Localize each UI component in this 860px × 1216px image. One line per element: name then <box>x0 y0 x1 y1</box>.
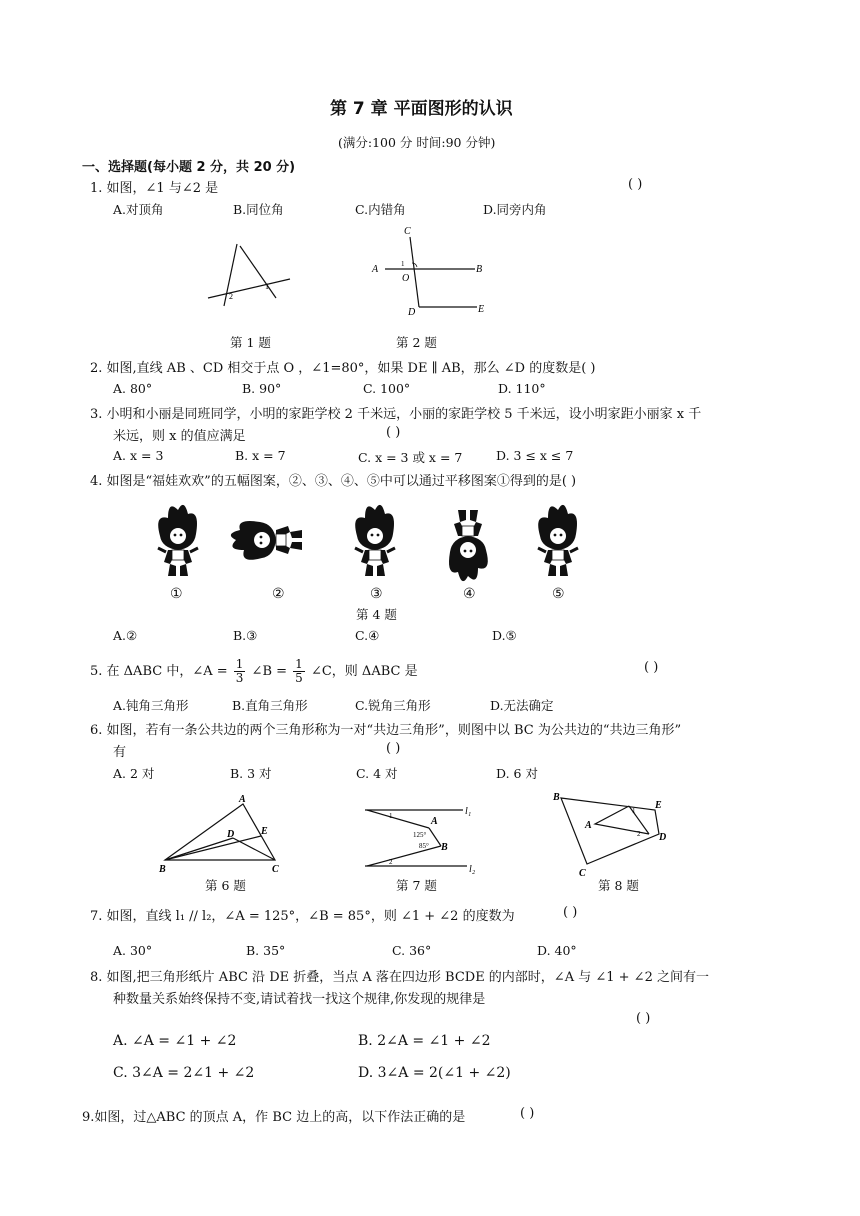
fig2-label: A <box>372 264 379 275</box>
fig8-label: 1 <box>632 807 636 815</box>
fuwa-figure-5 <box>538 505 578 576</box>
fig2-label: 1 <box>401 260 405 268</box>
question-8-line1: 8. 如图,把三角形纸片 ABC 沿 DE 折叠，当点 A 落在四边形 BCDE 的内部时，∠A 与 ∠1 + ∠2 之间有一 <box>90 970 709 985</box>
q7-option-d[interactable]: D. 40° <box>537 943 577 958</box>
exam-info: (满分:100 分 时间:90 分钟) <box>338 135 496 150</box>
fig7-label: 2 <box>389 858 393 866</box>
q5-option-b[interactable]: B.直角三角形 <box>232 698 308 713</box>
q6-option-a[interactable]: A. 2 对 <box>113 766 155 781</box>
fig6-label: D <box>227 829 235 840</box>
fig2-label: C <box>404 226 411 237</box>
fuwa-figures <box>150 496 590 592</box>
fig6-label: B <box>159 864 166 874</box>
q5-option-d[interactable]: D.无法确定 <box>490 698 554 713</box>
answer-paren-7[interactable]: ( ) <box>563 905 578 920</box>
figure-8 <box>545 786 675 878</box>
fig6-label: A <box>239 794 246 805</box>
fig7-label: l₁ <box>465 806 472 817</box>
q8-option-b[interactable]: B. 2∠A = ∠1 + ∠2 <box>358 1033 491 1049</box>
question-9: 9.如图，过△ABC 的顶点 A，作 BC 边上的高，以下作法正确的是 <box>82 1110 466 1125</box>
fig2-label: D <box>408 307 416 318</box>
answer-paren-6[interactable]: ( ) <box>386 741 401 756</box>
q2-option-b[interactable]: B. 90° <box>242 381 282 396</box>
q1-option-d[interactable]: D.同旁内角 <box>483 202 547 217</box>
fraction-numerator: 1 <box>295 657 303 671</box>
section-heading: 一、选择题(每小题 2 分，共 20 分) <box>82 160 296 175</box>
fuwa-label: ⑤ <box>552 586 565 602</box>
question-4: 4. 如图是“福娃欢欢”的五幅图案，②、③、④、⑤中可以通过平移图案①得到的是( ) <box>90 474 577 489</box>
q3-option-b[interactable]: B. x = 7 <box>235 448 286 463</box>
q1-option-c[interactable]: C.内错角 <box>355 202 406 217</box>
fig2-label: E <box>478 304 485 315</box>
fig8-label: D <box>659 832 667 843</box>
fig2-label: B <box>476 264 483 275</box>
question-3-line2: 米远，则 x 的值应满足 <box>113 429 246 444</box>
fig7-label: 85° <box>419 842 429 850</box>
fuwa-figure-4 <box>449 510 488 581</box>
fraction-denominator: 3 <box>235 671 244 685</box>
question-6-line1: 6. 如图，若有一条公共边的两个三角形称为一对“共边三角形”，则图中以 BC 为公共边的“共边三角形” <box>90 723 682 738</box>
question-7: 7. 如图，直线 l₁ // l₂，∠A = 125°，∠B = 85°，则 ∠1 + ∠2 的度数为 <box>90 909 515 924</box>
q2-option-d[interactable]: D. 110° <box>498 381 546 396</box>
fig2-label: O <box>402 273 410 284</box>
answer-paren-9[interactable]: ( ) <box>520 1106 535 1121</box>
fuwa-figure-1 <box>158 505 198 576</box>
figure-2 <box>365 222 495 322</box>
figure-2-caption: 第 2 题 <box>396 335 437 350</box>
fig7-label: l₂ <box>469 864 476 875</box>
fig7-label: 125° <box>413 831 427 839</box>
question-8-line2: 种数量关系始终保持不变,请试着找一找这个规律,你发现的规律是 <box>113 992 486 1007</box>
question-1: 1. 如图，∠1 与∠2 是 <box>90 181 219 196</box>
q4-option-b[interactable]: B.③ <box>233 628 258 643</box>
figure-6-caption: 第 6 题 <box>205 878 246 893</box>
question-6-line2: 有 <box>113 745 127 760</box>
answer-paren-1[interactable]: ( ) <box>628 177 643 192</box>
answer-paren-5[interactable]: ( ) <box>644 660 659 675</box>
q6-option-c[interactable]: C. 4 对 <box>356 766 398 781</box>
fuwa-figure-2 <box>231 521 302 560</box>
answer-paren-8[interactable]: ( ) <box>636 1011 651 1026</box>
q1-option-a[interactable]: A.对顶角 <box>113 202 164 217</box>
fig8-label: B <box>553 792 560 803</box>
q3-option-a[interactable]: A. x = 3 <box>113 448 164 463</box>
fuwa-figure-3 <box>355 505 395 576</box>
q5-option-c[interactable]: C.锐角三角形 <box>355 698 431 713</box>
figure-6 <box>155 790 285 874</box>
fig8-label: C <box>579 868 586 878</box>
q8-option-c[interactable]: C. 3∠A = 2∠1 + ∠2 <box>113 1065 255 1081</box>
fig7-label: B <box>441 842 448 853</box>
fig7-label: A <box>431 816 438 827</box>
q3-option-c[interactable]: C. x = 3 或 x = 7 <box>358 450 463 465</box>
fraction-denominator: 5 <box>295 671 303 685</box>
q7-option-c[interactable]: C. 36° <box>392 943 432 958</box>
fuwa-label: ② <box>272 586 285 602</box>
fig8-label: A <box>585 820 592 831</box>
question-2: 2. 如图,直线 AB 、CD 相交于点 O ，∠1=80°，如果 DE ∥ AB，那么 ∠D 的度数是( ) <box>90 361 596 376</box>
figure-7-caption: 第 7 题 <box>396 878 437 893</box>
fig8-label: E <box>655 800 662 811</box>
figure-8-caption: 第 8 题 <box>598 878 639 893</box>
q3-option-d[interactable]: D. 3 ≤ x ≤ 7 <box>496 448 574 463</box>
fig1-label: 2 <box>229 292 233 301</box>
q7-option-b[interactable]: B. 35° <box>246 943 286 958</box>
q4-option-c[interactable]: C.④ <box>355 628 380 643</box>
fuwa-label: ③ <box>370 586 383 602</box>
q6-option-b[interactable]: B. 3 对 <box>230 766 272 781</box>
fig6-label: C <box>272 864 279 874</box>
fig6-label: E <box>261 826 268 837</box>
fig7-label: 1 <box>389 812 393 820</box>
figure-1-caption: 第 1 题 <box>230 335 271 350</box>
q2-option-c[interactable]: C. 100° <box>363 381 411 396</box>
q6-option-d[interactable]: D. 6 对 <box>496 766 538 781</box>
q7-option-a[interactable]: A. 30° <box>113 943 153 958</box>
q1-option-b[interactable]: B.同位角 <box>233 202 284 217</box>
question-5: 5. 在 ΔABC 中，∠A = $\frac{1}{3}$ ∠B = $\frac{1}{5}$ ∠C，则 ΔABC 是 <box>90 657 418 685</box>
fig8-label: 2 <box>637 830 641 838</box>
figure-7 <box>355 800 495 878</box>
question-3-line1: 3. 小明和小丽是同班同学，小明的家距学校 2 千米远，小丽的家距学校 5 千米远，设小明家距小丽家 x 千 <box>90 407 702 422</box>
answer-paren-3[interactable]: ( ) <box>386 425 401 440</box>
q5-option-a[interactable]: A.钝角三角形 <box>113 698 189 713</box>
page-title: 第 7 章 平面图形的认识 <box>330 99 513 119</box>
fraction-numerator: 1 <box>235 657 244 671</box>
q2-option-a[interactable]: A. 80° <box>113 381 153 396</box>
fig1-label: 1 <box>265 282 269 291</box>
q8-option-a[interactable]: A. ∠A = ∠1 + ∠2 <box>113 1033 237 1049</box>
q4-option-d[interactable]: D.⑤ <box>492 628 517 643</box>
fuwa-label: ① <box>170 586 183 602</box>
q4-option-a[interactable]: A.② <box>113 628 138 643</box>
figure-4-caption: 第 4 题 <box>356 607 397 622</box>
fuwa-label: ④ <box>463 586 476 602</box>
figure-1 <box>200 236 300 312</box>
q8-option-d[interactable]: D. 3∠A = 2(∠1 + ∠2) <box>358 1065 511 1081</box>
